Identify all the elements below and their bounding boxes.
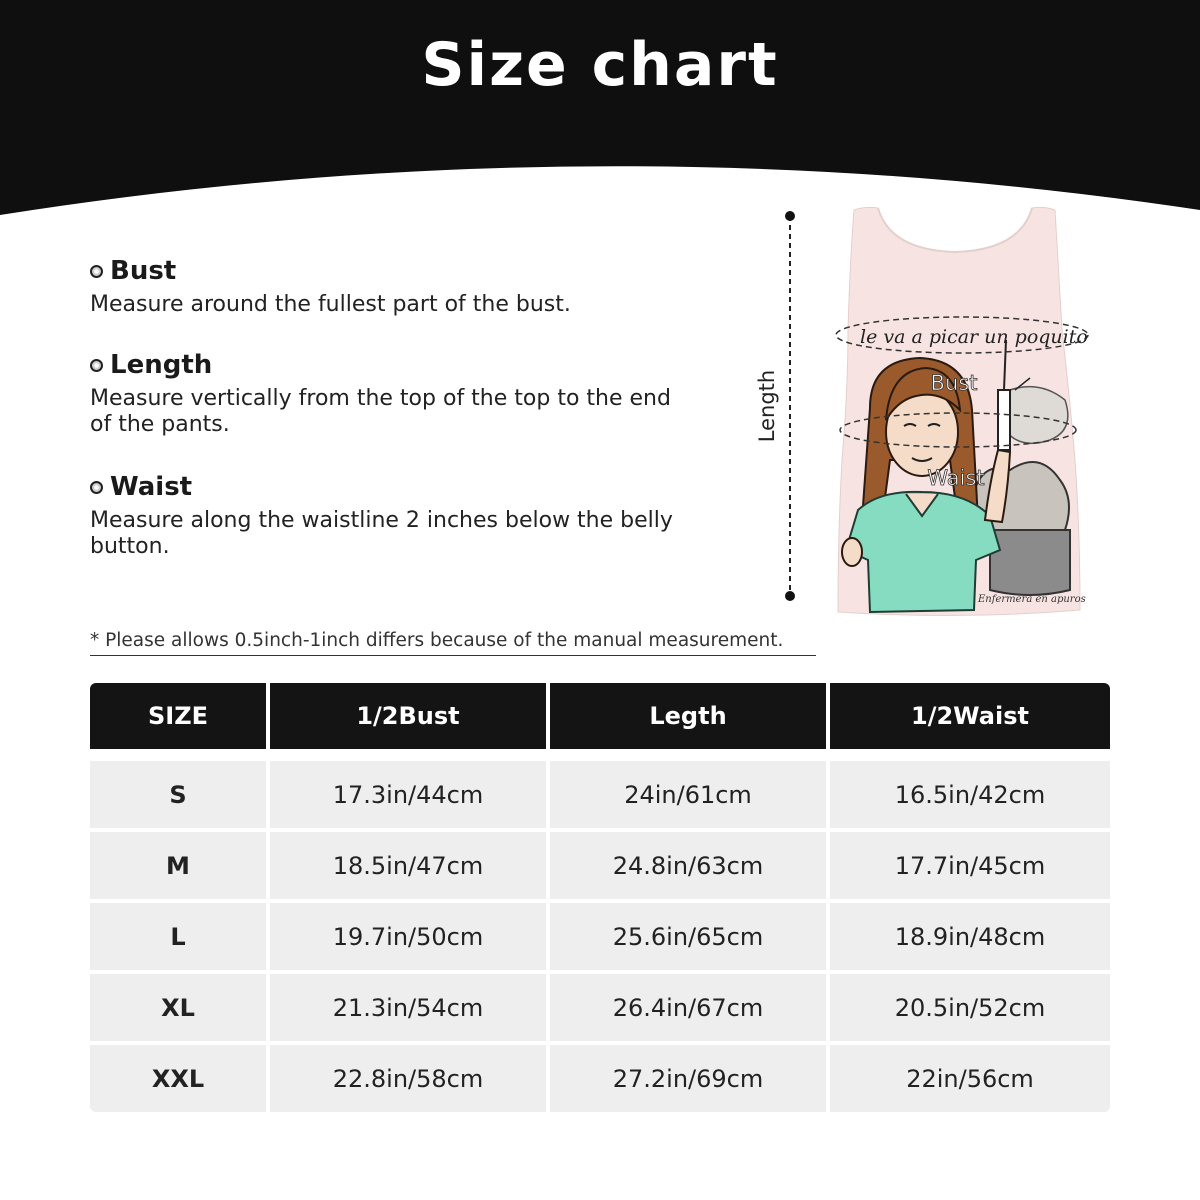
bullet-circle-icon — [90, 481, 103, 494]
header-half-waist: 1/2Waist — [830, 683, 1110, 749]
table-row — [90, 761, 1110, 828]
table-row — [90, 832, 1110, 899]
cell-length: 27.2in/69cm — [550, 1045, 826, 1112]
cell-half-waist: 20.5in/52cm — [830, 974, 1110, 1041]
measurement-note: * Please allows 0.5inch-1inch differs because of the manual measurement. — [90, 630, 816, 656]
measure-waist-description: Measure along the waistline 2 inches below the belly button. — [90, 508, 673, 559]
cell-half-waist: 22in/56cm — [830, 1045, 1110, 1112]
cell-length: 24in/61cm — [550, 761, 826, 828]
header-size: SIZE — [90, 683, 266, 749]
measure-bust — [90, 256, 730, 318]
size-table — [90, 683, 1110, 1116]
table-row — [90, 974, 1110, 1041]
cell-half-bust: 17.3in/44cm — [270, 761, 546, 828]
cell-size: XXL — [90, 1045, 266, 1112]
cell-length: 24.8in/63cm — [550, 832, 826, 899]
bullet-circle-icon — [90, 265, 103, 278]
cell-half-bust: 18.5in/47cm — [270, 832, 546, 899]
bucket-graphic — [990, 530, 1070, 595]
cell-size: L — [90, 903, 266, 970]
signature-text: Enfermera en apuros — [978, 594, 1086, 605]
cell-half-bust: 22.8in/58cm — [270, 1045, 546, 1112]
bullet-circle-icon — [90, 359, 103, 372]
cell-size: S — [90, 761, 266, 828]
print-script-text: le va a picar un poquito — [860, 326, 1088, 348]
measure-bust-description: Measure around the fullest part of the bust. — [90, 292, 571, 317]
table-header-row — [90, 683, 1110, 749]
measure-length — [90, 350, 730, 438]
header-half-bust: 1/2Bust — [270, 683, 546, 749]
length-label: Length — [755, 369, 779, 443]
cell-half-bust: 21.3in/54cm — [270, 974, 546, 1041]
cell-length: 26.4in/67cm — [550, 974, 826, 1041]
cell-size: M — [90, 832, 266, 899]
waist-label: Waist — [927, 466, 985, 490]
table-row — [90, 903, 1110, 970]
cell-half-waist: 16.5in/42cm — [830, 761, 1110, 828]
length-bottom-marker — [785, 591, 795, 601]
syringe-graphic — [998, 390, 1010, 450]
tank-top-illustration — [740, 200, 1100, 630]
length-top-marker — [785, 211, 795, 221]
measure-length-title: Length — [110, 350, 213, 380]
header-length: Legth — [550, 683, 826, 749]
measure-waist-title: Waist — [110, 472, 193, 502]
cell-size: XL — [90, 974, 266, 1041]
table-row — [90, 1045, 1110, 1112]
bust-label: Bust — [930, 371, 978, 395]
measure-length-description: Measure vertically from the top of the top to the end of the pants. — [90, 386, 671, 437]
page-title: Size chart — [421, 30, 779, 100]
measure-bust-title: Bust — [110, 256, 177, 286]
cell-length: 25.6in/65cm — [550, 903, 826, 970]
cell-half-waist: 17.7in/45cm — [830, 832, 1110, 899]
measure-waist — [90, 472, 730, 560]
cell-half-bust: 19.7in/50cm — [270, 903, 546, 970]
cell-half-waist: 18.9in/48cm — [830, 903, 1110, 970]
